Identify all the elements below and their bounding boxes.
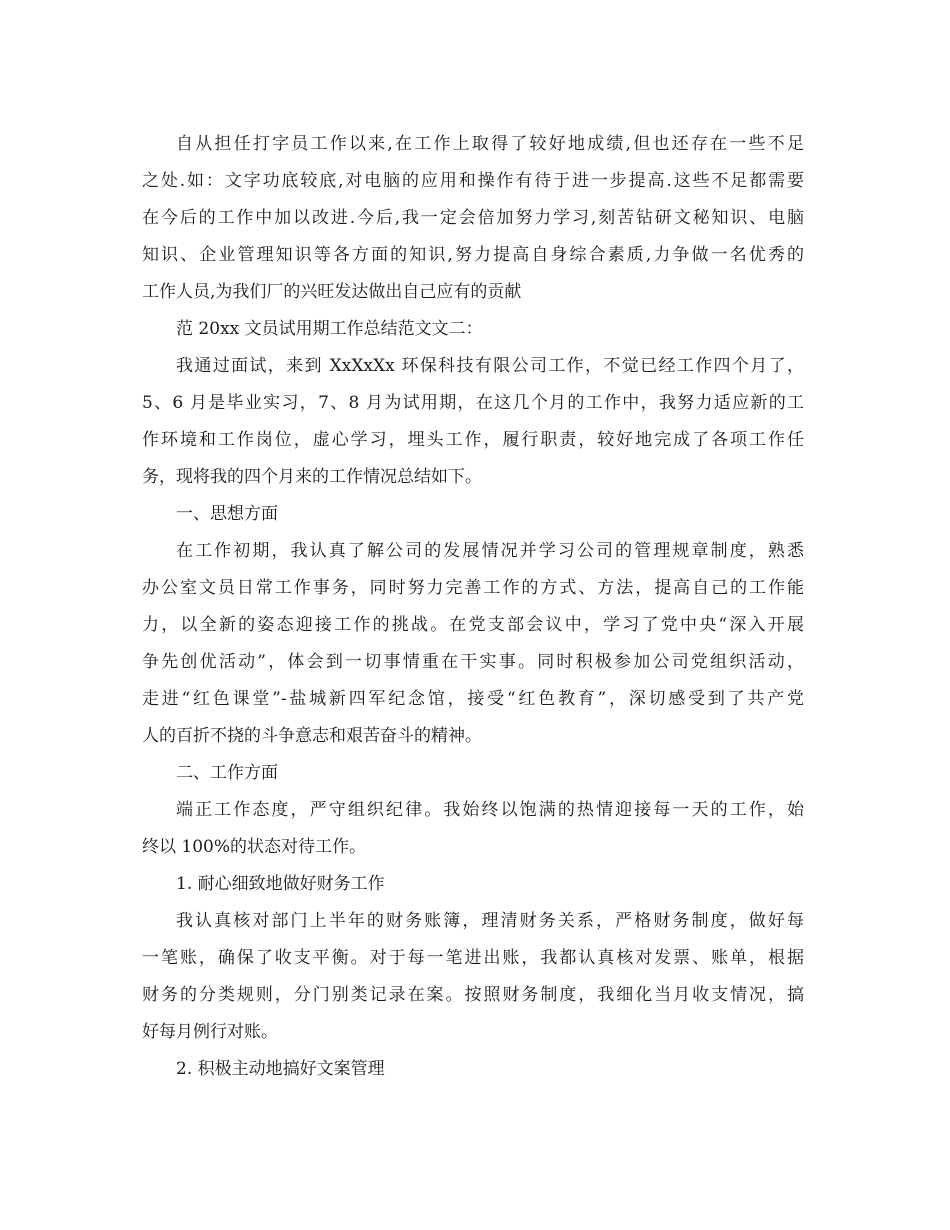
paragraph-line: 知识、企业管理知识等各方面的知识,努力提高自身综合素质,力争做一名优秀的 — [142, 245, 804, 265]
paragraph-line: 作环境和工作岗位，虚心学习，埋头工作，履行职责，较好地完成了各项工作任 — [142, 430, 804, 450]
paragraph-line: 在工作初期，我认真了解公司的发展情况并学习公司的管理规章制度，熟悉 — [176, 541, 804, 561]
subsection-heading: 2. 积极主动地搞好文案管理 — [176, 1059, 385, 1079]
paragraph-line: 一笔账，确保了收支平衡。对于每一笔进出账，我都认真核对发票、账单，根据 — [142, 948, 804, 968]
section-heading: 一、思想方面 — [176, 504, 278, 524]
paragraph-line: 之处.如：文字功底较底,对电脑的应用和操作有待于进一步提高.这些不足都需要 — [142, 171, 804, 191]
paragraph-line: 力，以全新的姿态迎接工作的挑战。在党支部会议中，学习了党中央“深入开展 — [142, 615, 804, 635]
paragraph-line: 财务的分类规则，分门别类记录在案。按照财务制度，我细化当月收支情况，搞 — [142, 985, 804, 1005]
paragraph-line: 端正工作态度，严守组织纪律。我始终以饱满的热情迎接每一天的工作，始 — [176, 800, 804, 820]
paragraph-line: 自从担任打字员工作以来,在工作上取得了较好地成绩,但也还存在一些不足 — [176, 134, 804, 154]
subsection-heading: 1. 耐心细致地做好财务工作 — [176, 874, 385, 894]
paragraph-line: 走进“红色课堂”-盐城新四军纪念馆，接受“红色教育”，深切感受到了共产党 — [142, 689, 804, 709]
paragraph-line: 5、6 月是毕业实习，7、8 月为试用期，在这几个月的工作中，我努力适应新的工 — [142, 393, 804, 413]
paragraph-line: 终以 100%的状态对待工作。 — [142, 837, 367, 857]
document-body — [142, 126, 804, 1088]
paragraph-line: 人的百折不挠的斗争意志和艰苦奋斗的精神。 — [142, 726, 482, 746]
paragraph-line: 好每月例行对账。 — [142, 1022, 278, 1042]
paragraph-line: 我通过面试，来到 XxXxXx 环保科技有限公司工作，不觉已经工作四个月了， — [176, 356, 804, 376]
section-heading: 二、工作方面 — [176, 763, 278, 783]
paragraph-line: 务，现将我的四个月来的工作情况总结如下。 — [142, 467, 482, 487]
section-heading: 范 20xx 文员试用期工作总结范文文二： — [176, 319, 483, 339]
paragraph-line: 在今后的工作中加以改进.今后,我一定会倍加努力学习,刻苦钻研文秘知识、电脑 — [142, 208, 804, 228]
paragraph-line: 争先创优活动”，体会到一切事情重在干实事。同时积极参加公司党组织活动， — [142, 652, 804, 672]
paragraph-line: 办公室文员日常工作事务，同时努力完善工作的方式、方法，提高自己的工作能 — [142, 578, 804, 598]
paragraph-line: 工作人员,为我们厂的兴旺发达做出自己应有的贡献 — [142, 282, 522, 302]
paragraph-line: 我认真核对部门上半年的财务账簿，理清财务关系，严格财务制度，做好每 — [176, 911, 804, 931]
